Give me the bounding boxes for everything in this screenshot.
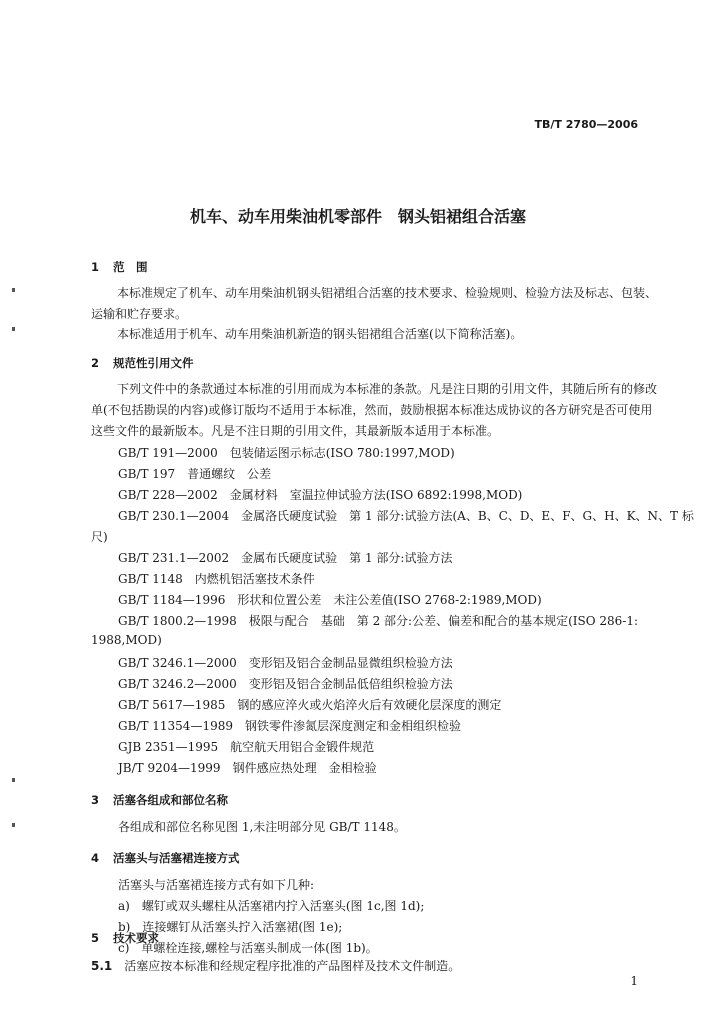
reference-item: GB/T 1800.2—1998 极限与配合 基础 第 2 部分:公差、偏差和配合的基本规定(ISO 286-1: [118, 614, 639, 628]
standard-number: TB/T 2780—2006 [534, 118, 638, 131]
section-title: 活塞头与活塞裙连接方式 [113, 851, 240, 865]
reference-item: GB/T 1184—1996 形状和位置公差 未注公差值(ISO 2768-2:1989,MOD) [118, 593, 542, 607]
reference-item: GB/T 1148 内燃机铝活塞技术条件 [118, 572, 315, 586]
reference-item: GB/T 5617—1985 钢的感应淬火或火焰淬火后有效硬化层深度的测定 [118, 698, 502, 712]
reference-item-continuation: 尺) [91, 530, 108, 544]
section-number: 4 [91, 851, 100, 865]
reference-item: GB/T 197 普通螺纹 公差 [118, 467, 272, 481]
reference-item: GB/T 231.1—2002 金属布氏硬度试验 第 1 部分:试验方法 [118, 551, 453, 565]
section-title: 规范性引用文件 [113, 356, 194, 370]
section-number: 5 [91, 931, 100, 945]
section-2-paragraph-1: 下列文件中的条款通过本标准的引用而成为本标准的条款。凡是注日期的引用文件，其随后所有的修改单(不包括勘误的内容)或修订版均不适用于本标准，然而，鼓励根据本标准达成协议的各方研究是否可使用这些文件的最新版本。凡是不注日期的引用文件，其最新版本适用于本标准。 [91, 382, 658, 438]
clause-number: 5.1 [91, 959, 113, 973]
section-2-heading [91, 355, 194, 371]
section-4-paragraph-1: 活塞头与活塞裙连接方式有如下几种: [118, 878, 315, 892]
page-number: 1 [630, 974, 638, 988]
reference-item: GB/T 3246.1—2000 变形铝及铝合金制品显微组织检验方法 [118, 656, 453, 670]
section-1-heading [91, 259, 148, 275]
section-1-paragraph-2: 本标准适用于机车、动车用柴油机新造的钢头铝裙组合活塞(以下简称活塞)。 [117, 327, 523, 341]
section-5-heading [91, 930, 159, 946]
reference-item: GB/T 191—2000 包装储运图示标志(ISO 780:1997,MOD) [118, 446, 455, 460]
document-title: 机车、动车用柴油机零部件 钢头铝裙组合活塞 [189, 207, 526, 226]
section-3-paragraph-1: 各组成和部位名称见图 1,未注明部分见 GB/T 1148。 [118, 820, 406, 834]
reference-item: GJB 2351—1995 航空航天用铝合金锻件规范 [118, 740, 375, 754]
reference-item: GB/T 230.1—2004 金属洛氏硬度试验 第 1 部分:试验方法(A、B、C、D、E、F、G、H、K、N、T 标 [118, 509, 694, 523]
section-number: 1 [91, 260, 100, 274]
section-4-heading [91, 850, 240, 866]
reference-item-continuation: 1988,MOD) [91, 633, 162, 647]
section-number: 2 [91, 356, 100, 370]
section-title: 范 围 [113, 260, 148, 274]
section-1-paragraph-1: 本标准规定了机车、动车用柴油机钢头铝裙组合活塞的技术要求、检验规则、检验方法及标志、包装、运输和贮存要求。 [91, 286, 658, 321]
list-item: a) 螺钉或双头螺柱从活塞裙内拧入活塞头(图 1c,图 1d); [118, 899, 425, 913]
reference-item: GB/T 3246.2—2000 变形铝及铝合金制品低倍组织检验方法 [118, 677, 453, 691]
scan-mark [12, 327, 15, 331]
section-number: 3 [91, 793, 100, 807]
scan-mark [12, 823, 15, 827]
reference-item: GB/T 228—2002 金属材料 室温拉伸试验方法(ISO 6892:1998,MOD) [118, 488, 523, 502]
scan-mark [12, 778, 15, 782]
reference-item: JB/T 9204—1999 钢件感应热处理 金相检验 [118, 761, 377, 775]
section-title: 活塞各组成和部位名称 [113, 793, 228, 807]
clause-5-1 [91, 957, 460, 974]
reference-item: GB/T 11354—1989 钢铁零件渗氮层深度测定和金相组织检验 [118, 719, 461, 733]
section-3-heading [91, 792, 228, 808]
section-title: 技术要求 [113, 931, 159, 945]
scan-mark [12, 288, 15, 292]
list-item: c) 单螺栓连接,螺栓与活塞头制成一体(图 1b)。 [118, 941, 378, 955]
clause-text: 活塞应按本标准和经规定程序批准的产品图样及技术文件制造。 [124, 959, 461, 973]
list-item: b) 连接螺钉从活塞头拧入活塞裙(图 1e); [118, 920, 343, 934]
